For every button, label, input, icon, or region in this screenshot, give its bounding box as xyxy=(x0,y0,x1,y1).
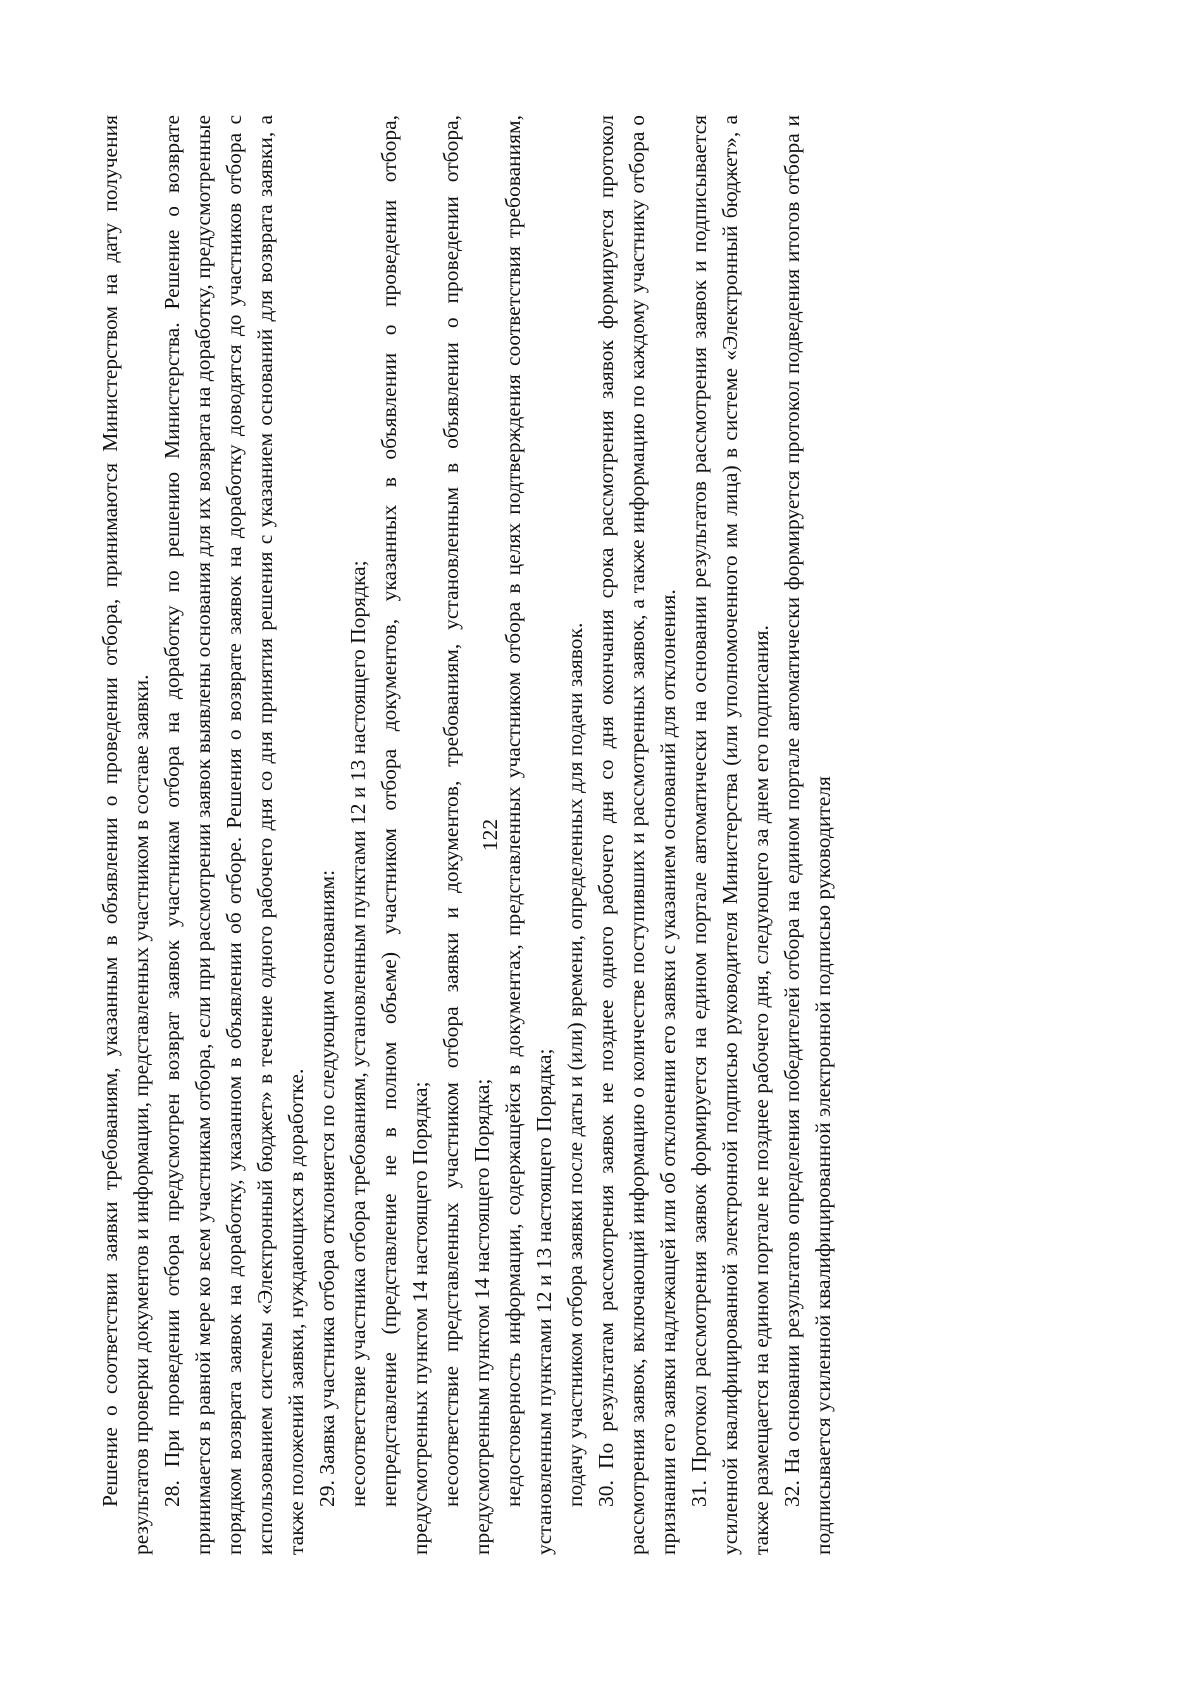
rotated-content xyxy=(95,115,975,1555)
paragraph-28: 28. При проведении отбора предусмотрен возврат заявок участникам отбора на доработку по решению Министерства. Решение о возврате принимается в равной мере ко всем участникам отбора, если при рассмотрении заявок выявлены основания для их возврата на доработку, предусмотренные порядком возврата заявок на доработку, указанном в объявлении об отборе. Решения о возврате заявок на доработку доводятся до участников отбора с использованием системы «Электронный бюджет» в течение одного рабочего дня со дня принятия решения с указанием оснований для возврата заявки, а также положений заявки, нуждающихся в доработке. xyxy=(160,115,308,1555)
list-item: подачу участником отбора заявки после даты и (или) времени, определенных для подачи заявок. xyxy=(563,622,587,1507)
page-number: 122 xyxy=(478,818,502,852)
paragraph-30: 30. По результатам рассмотрения заявок не позднее одного рабочего дня со дня окончания срока рассмотрения заявок формируется протокол рассмотрения заявок, включающий информацию о количестве поступивших и рассмотренных заявок, а также информацию по каждому участнику отбора о признании его заявки надлежащей или об отклонении его заявки с указанием оснований для отклонения. xyxy=(594,115,680,1555)
list-item: непредставление (представление не в полном объеме) участником отбора документов, указанных в объявлении о проведении отбора, предусмотренных пунктом 14 настоящего Порядка; xyxy=(377,115,432,1555)
list-item: несоответствие представленных участником отбора заявки и документов, требованиям, установленным в объявлении о проведении отбора, предусмотренным пунктом 14 настоящего Порядка; xyxy=(439,115,494,1555)
document-body xyxy=(95,115,839,1555)
paragraph-decision: Решение о соответствии заявки требованиям, указанным в объявлении о проведении отбора, принимаются Министерством на дату получения результатов проверки документов и информации, представленных участником в составе заявки. xyxy=(98,115,153,1555)
paragraph-32: 32. На основании результатов определения победителей отбора на едином портале автоматически формируется протокол подведения итогов отбора и подписывается усиленной квалифицированной электронной подписью руководителя xyxy=(780,115,835,1555)
list-item: недостоверность информации, содержащейся в документах, представленных участником отбора в целях подтверждения соответствия требованиям, установленным пунктами 12 и 13 настоящего Порядка; xyxy=(501,115,556,1555)
list-item: несоответствие участника отбора требованиям, установленным пунктами 12 и 13 настоящего Порядка; xyxy=(346,560,370,1507)
paragraph-29: 29. Заявка участника отбора отклоняется по следующим основаниям: xyxy=(315,869,339,1507)
paragraph-31: 31. Протокол рассмотрения заявок формируется на едином портале автоматически на основании результатов рассмотрения заявок и подписывается усиленной квалифицированной электронной подписью руководителя Министерства (или уполномоченного им лица) в системе «Электронный бюджет», а также размещается на едином портале не позднее рабочего дня, следующего за днем его подписания. xyxy=(687,115,773,1555)
